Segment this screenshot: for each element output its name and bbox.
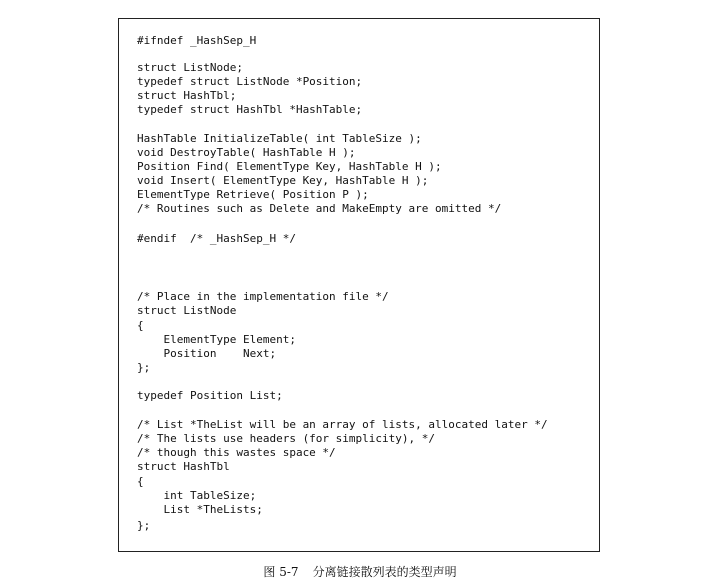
- code-line: /* The lists use headers (for simplicity), */: [137, 432, 436, 445]
- code-line: ElementType Retrieve( Position P );: [137, 188, 369, 201]
- code-line: {: [137, 475, 144, 488]
- code-line: HashTable InitializeTable( int TableSize );: [137, 132, 422, 145]
- figure-number: 图 5-7: [263, 565, 299, 579]
- code-line: {: [137, 319, 144, 332]
- code-line: /* though this wastes space */: [137, 446, 336, 459]
- code-line: };: [137, 519, 151, 532]
- code-line: typedef struct HashTbl *HashTable;: [137, 103, 363, 116]
- code-line: struct ListNode: [137, 304, 237, 317]
- code-line: struct HashTbl: [137, 460, 230, 473]
- code-listing: [118, 18, 600, 552]
- code-line: typedef Position List;: [137, 389, 283, 402]
- code-line: struct ListNode;: [137, 61, 243, 74]
- code-line: Position Find( ElementType Key, HashTable H );: [137, 160, 442, 173]
- code-line: #ifndef _HashSep_H: [137, 34, 257, 47]
- code-line: void DestroyTable( HashTable H );: [137, 146, 356, 159]
- code-line: /* Routines such as Delete and MakeEmpty are omitted */: [137, 202, 502, 215]
- code-line: /* Place in the implementation file */: [137, 290, 389, 303]
- code-line: /* List *TheList will be an array of lists, allocated later */: [137, 418, 548, 431]
- code-line: Position Next;: [137, 347, 277, 360]
- code-line: void Insert( ElementType Key, HashTable H );: [137, 174, 429, 187]
- code-line: int TableSize;: [137, 489, 257, 502]
- code-line: typedef struct ListNode *Position;: [137, 75, 363, 88]
- figure-title: 分离链接散列表的类型声明: [312, 565, 457, 579]
- figure-caption: [0, 563, 720, 580]
- code-line: ElementType Element;: [137, 333, 296, 346]
- code-line: List *TheLists;: [137, 503, 263, 516]
- code-line: #endif /* _HashSep_H */: [137, 232, 296, 245]
- code-line: struct HashTbl;: [137, 89, 237, 102]
- code-line: };: [137, 361, 151, 374]
